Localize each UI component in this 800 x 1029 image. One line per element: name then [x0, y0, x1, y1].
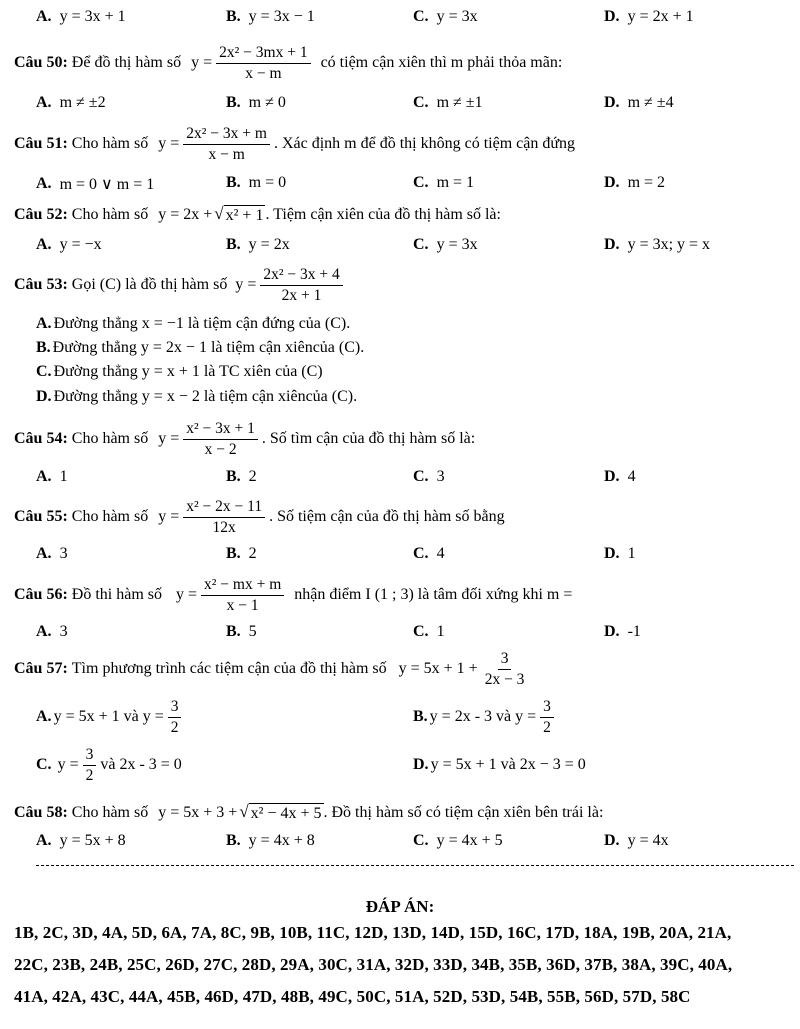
q49-option-a[interactable]: A. y = 3x + 1 — [36, 8, 126, 25]
q50-stem: Câu 50: Để đồ thị hàm số y = $\frac{\text{2x² − 3mx + 1}}{x - m}$ có tiệm cận xiên thì m phải thỏa mãn: — [14, 44, 563, 82]
q57-option-d[interactable]: D. y = 5x + 1 và 2x − 3 = 0 — [413, 756, 586, 773]
q58-option-d[interactable]: D. y = 4x — [604, 832, 669, 849]
q55-option-d[interactable]: D. 1 — [604, 545, 636, 562]
q50-option-a[interactable]: A. m ≠ ±2 — [36, 94, 106, 111]
q50-option-c[interactable]: C. m ≠ ±1 — [413, 94, 483, 111]
q51-option-c[interactable]: C. m = 1 — [413, 174, 475, 191]
q57-a-fraction: $\frac{3}{2}$ — [168, 698, 182, 737]
q54-stem: Câu 54: Cho hàm số y = $\frac{\text{x² − 3x + 1}}{x - 2}$ . Số tìm cận của đồ thị hàm số là: — [14, 420, 476, 458]
q56-option-d[interactable]: D. -1 — [604, 623, 641, 640]
answer-key-title: ĐÁP ÁN: — [365, 897, 435, 916]
q51-option-d[interactable]: D. m = 2 — [604, 174, 666, 191]
q58-stem: Câu 58: Cho hàm số y = 5x + 3 + √ x² − 4x + 5 . Đồ thị hàm số có tiệm cận xiên bên trái là: — [14, 802, 604, 822]
q49-options — [36, 8, 794, 32]
q52-stem: Câu 52: Cho hàm số y = 2x + √ x² + 1 . Tiệm cận xiên của đồ thị hàm số là: — [14, 204, 501, 224]
q54-option-a[interactable]: A. 1 — [36, 468, 68, 485]
q54-fraction: $\frac{\text{x² − 3x + 1}}{x - 2}$ — [183, 420, 258, 459]
q57-b-fraction: $\frac{3}{2}$ — [540, 698, 554, 737]
q55-stem: Câu 55: Cho hàm số y = $\frac{\text{x² − 2x − 11}}{12x}$ . Số tiệm cận của đồ thị hàm số bằng — [14, 498, 505, 536]
q57-option-a[interactable]: A. y = 5x + 1 và y = $\frac{3}{2}$ — [36, 698, 185, 737]
q51-stem: Câu 51: Cho hàm số y = $\frac{\text{2x² − 3x + m}}{x - m}$ . Xác định m để đồ thị không có tiệm cận đứng — [14, 125, 576, 163]
q50-option-b[interactable]: B. m ≠ 0 — [226, 94, 286, 111]
q57-stem: Câu 57: Tìm phương trình các tiệm cận của đồ thị hàm số y = 5x + 1 + $\frac{3}{2x - 3}$ — [14, 650, 794, 689]
q52-sqrt: √ x² + 1 — [214, 204, 264, 224]
q52-options — [36, 236, 794, 260]
q50-fraction: $\frac{\text{2x² − 3mx + 1}}{x - m}$ — [216, 44, 310, 83]
q51-option-b[interactable]: B. m = 0 — [226, 174, 287, 191]
q52-option-a[interactable]: A. y = −x — [36, 236, 102, 253]
q54-option-b[interactable]: B. 2 — [226, 468, 257, 485]
q55-option-c[interactable]: C. 4 — [413, 545, 445, 562]
sqrt-symbol-icon: √ — [239, 802, 249, 821]
q51-fraction: $\frac{\text{2x² − 3x + m}}{x - m}$ — [183, 125, 270, 164]
answer-key-row: 1B, 2C, 3D, 4A, 5D, 6A, 7A, 8C, 9B, 10B, 11C, 12D, 13D, 14D, 15D, 16C, 17D, 18A, 19B, 20A, 21A, — [14, 923, 732, 942]
q49-option-d[interactable]: D. y = 2x + 1 — [604, 8, 694, 25]
q54-options — [36, 468, 794, 492]
q53-stem: Câu 53: Gọi (C) là đồ thị hàm số y = $\frac{\text{2x² − 3x + 4}}{2x + 1}$ — [14, 266, 794, 305]
dashed-divider — [36, 865, 794, 866]
q50-options — [36, 94, 794, 118]
q58-option-b[interactable]: B. y = 4x + 8 — [226, 832, 315, 849]
q58-option-c[interactable]: C. y = 4x + 5 — [413, 832, 503, 849]
q51-option-a[interactable]: A. m = 0 ∨ m = 1 — [36, 175, 155, 193]
q56-option-c[interactable]: C. 1 — [413, 623, 445, 640]
q57-fraction: $\frac{3}{2x - 3}$ — [484, 650, 525, 688]
q57-option-c[interactable]: C. y = $\frac{3}{2}$ và 2x - 3 = 0 — [36, 746, 182, 784]
q49-option-b[interactable]: B. y = 3x − 1 — [226, 8, 315, 25]
q54-option-d[interactable]: D. 4 — [604, 468, 636, 485]
q53-fraction: $\frac{\text{2x² − 3x + 4}}{2x + 1}$ — [260, 266, 342, 305]
q53-option-a[interactable]: A. Đường thẳng x = −1 là tiệm cận đứng của (C). — [36, 315, 351, 332]
q50-option-d[interactable]: D. m ≠ ±4 — [604, 94, 674, 111]
q56-stem: Câu 56: Đồ thi hàm số y = $\frac{\text{x² − mx + m}}{x - 1}$ nhận điểm I (1 ; 3) là tâm đối xứng khi m = — [14, 576, 573, 614]
answer-key-row: 22C, 23B, 24B, 25C, 26D, 27C, 28D, 29A, 30C, 31A, 32D, 33D, 34B, 35B, 36D, 37B, 38A, 39C, 40A, — [14, 955, 733, 974]
sqrt-symbol-icon: √ — [214, 204, 224, 223]
q57-option-b[interactable]: B. y = 2x - 3 và y = $\frac{3}{2}$ — [413, 698, 558, 737]
q58-sqrt: √ x² − 4x + 5 — [239, 802, 322, 822]
q52-option-b[interactable]: B. y = 2x — [226, 236, 290, 253]
q58-options — [36, 832, 794, 856]
q55-option-b[interactable]: B. 2 — [226, 545, 257, 562]
q53-option-d[interactable]: D. Đường thẳng y = x − 2 là tiệm cận xiêncủa (C). — [36, 388, 358, 405]
q49-option-c[interactable]: C. y = 3x — [413, 8, 478, 25]
q54-option-c[interactable]: C. 3 — [413, 468, 445, 485]
q53-option-c[interactable]: C. Đường thẳng y = x + 1 là TC xiên của (C) — [36, 363, 323, 380]
q56-option-a[interactable]: A. 3 — [36, 623, 68, 640]
q55-fraction: $\frac{\text{x² − 2x − 11}}{12x}$ — [183, 498, 265, 537]
q53-option-b[interactable]: B. Đường thẳng y = 2x − 1 là tiệm cận xiêncủa (C). — [36, 339, 365, 356]
q52-option-d[interactable]: D. y = 3x; y = x — [604, 236, 711, 253]
q55-options — [36, 545, 794, 569]
q52-option-c[interactable]: C. y = 3x — [413, 236, 478, 253]
q56-options — [36, 623, 794, 647]
q58-option-a[interactable]: A. y = 5x + 8 — [36, 832, 126, 849]
answer-key-row: 41A, 42A, 43C, 44A, 45B, 46D, 47D, 48B, 49C, 50C, 51A, 52D, 53D, 54B, 55B, 56D, 57D, 58C — [14, 987, 691, 1006]
q56-option-b[interactable]: B. 5 — [226, 623, 257, 640]
q51-options — [36, 174, 794, 198]
q55-option-a[interactable]: A. 3 — [36, 545, 68, 562]
q57-c-fraction: $\frac{3}{2}$ — [83, 746, 97, 785]
q56-fraction: $\frac{\text{x² − mx + m}}{x - 1}$ — [201, 576, 284, 615]
